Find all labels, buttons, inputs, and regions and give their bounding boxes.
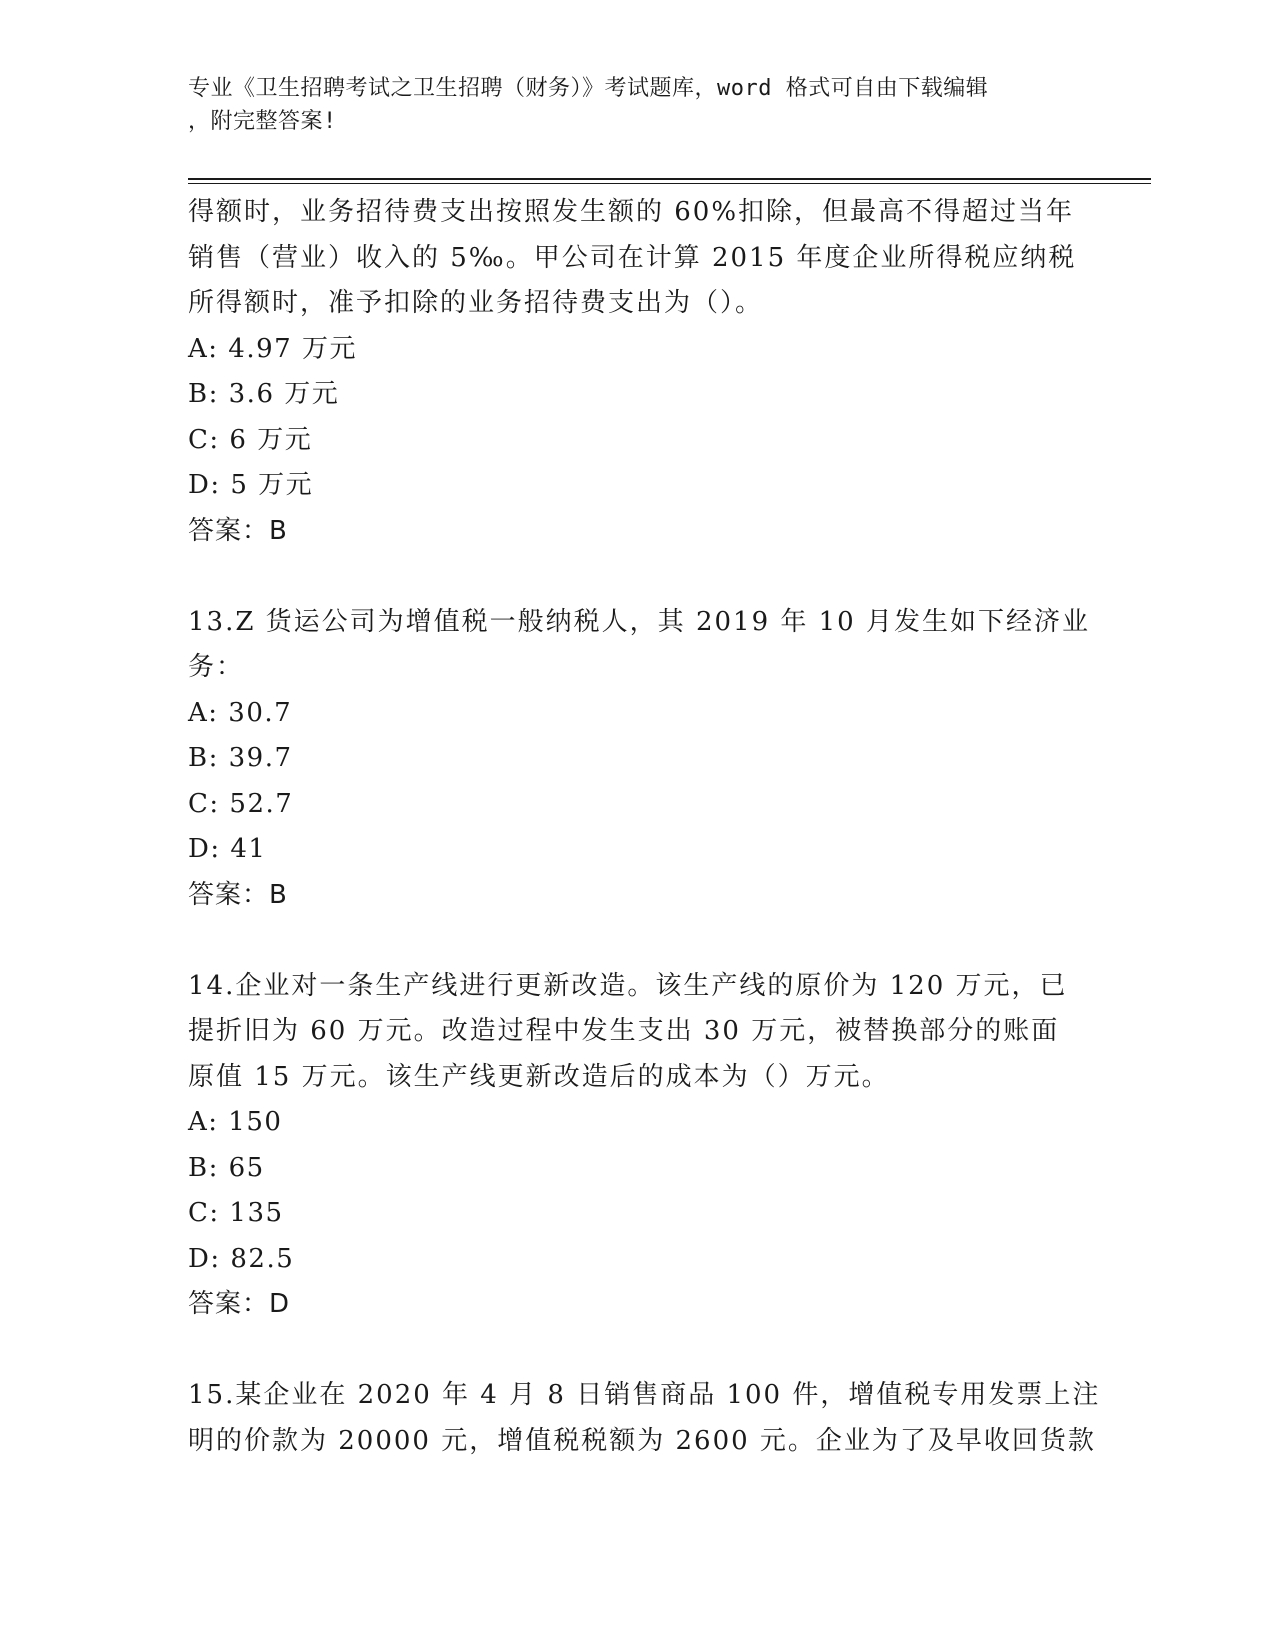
option-a: A: 150 (188, 1107, 283, 1137)
question-list (188, 190, 1101, 1464)
question-12 (188, 190, 1088, 554)
option-a: A: 4.97 万元 (188, 333, 357, 364)
answer-label: 答案：B (188, 879, 288, 910)
question-text-line: 务： (188, 652, 245, 682)
question-text-line: 明的价款为 20000 元，增值税税额为 2600 元。企业为了及早收回货款 (188, 1425, 1096, 1456)
question-13 (188, 600, 1088, 919)
spacer (188, 1328, 1088, 1374)
option-b: B: 39.7 (188, 743, 293, 773)
header-line-2: ，附完整答案! (188, 109, 337, 134)
option-d: D: 82.5 (188, 1243, 295, 1274)
document-header (188, 72, 1068, 138)
question-14 (188, 964, 1088, 1328)
question-text-line: 原值 15 万元。该生产线更新改造后的成本为（）万元。 (188, 1061, 890, 1092)
option-d: D: 41 (188, 834, 267, 864)
answer-label: 答案：B (188, 515, 288, 546)
option-c: C: 135 (188, 1198, 284, 1228)
question-text-line: 所得额时，准予扣除的业务招待费支出为（）。 (188, 288, 764, 318)
option-b: B: 3.6 万元 (188, 379, 340, 409)
spacer (188, 554, 1088, 600)
option-a: A: 30.7 (188, 697, 293, 728)
question-text-line: 提折旧为 60 万元。改造过程中发生支出 30 万元，被替换部分的账面 (188, 1016, 1060, 1046)
option-b: B: 65 (188, 1152, 265, 1183)
question-text-line: 14.企业对一条生产线进行更新改造。该生产线的原价为 120 万元，已 (188, 970, 1068, 1001)
question-text-line: 销售（营业）收入的 5‰。甲公司在计算 2015 年度企业所得税应纳税 (188, 242, 1077, 273)
option-c: C: 6 万元 (188, 424, 313, 455)
header-divider-thin (188, 183, 1151, 184)
spacer (188, 918, 1088, 964)
question-text-line: 13.Z 货运公司为增值税一般纳税人，其 2019 年 10 月发生如下经济业 (188, 606, 1090, 637)
header-line-1: 专业《卫生招聘考试之卫生招聘（财务）》考试题库，word 格式可自由下载编辑 (188, 76, 989, 101)
answer-label: 答案：D (188, 1289, 291, 1319)
question-text-line: 得额时，业务招待费支出按照发生额的 60%扣除，但最高不得超过当年 (188, 197, 1075, 227)
question-text-line: 15.某企业在 2020 年 4 月 8 日销售商品 100 件，增值税专用发票上注 (188, 1380, 1101, 1410)
option-d: D: 5 万元 (188, 470, 314, 500)
header-divider-thick (188, 178, 1151, 180)
question-15 (188, 1373, 1101, 1464)
option-c: C: 52.7 (188, 788, 294, 819)
